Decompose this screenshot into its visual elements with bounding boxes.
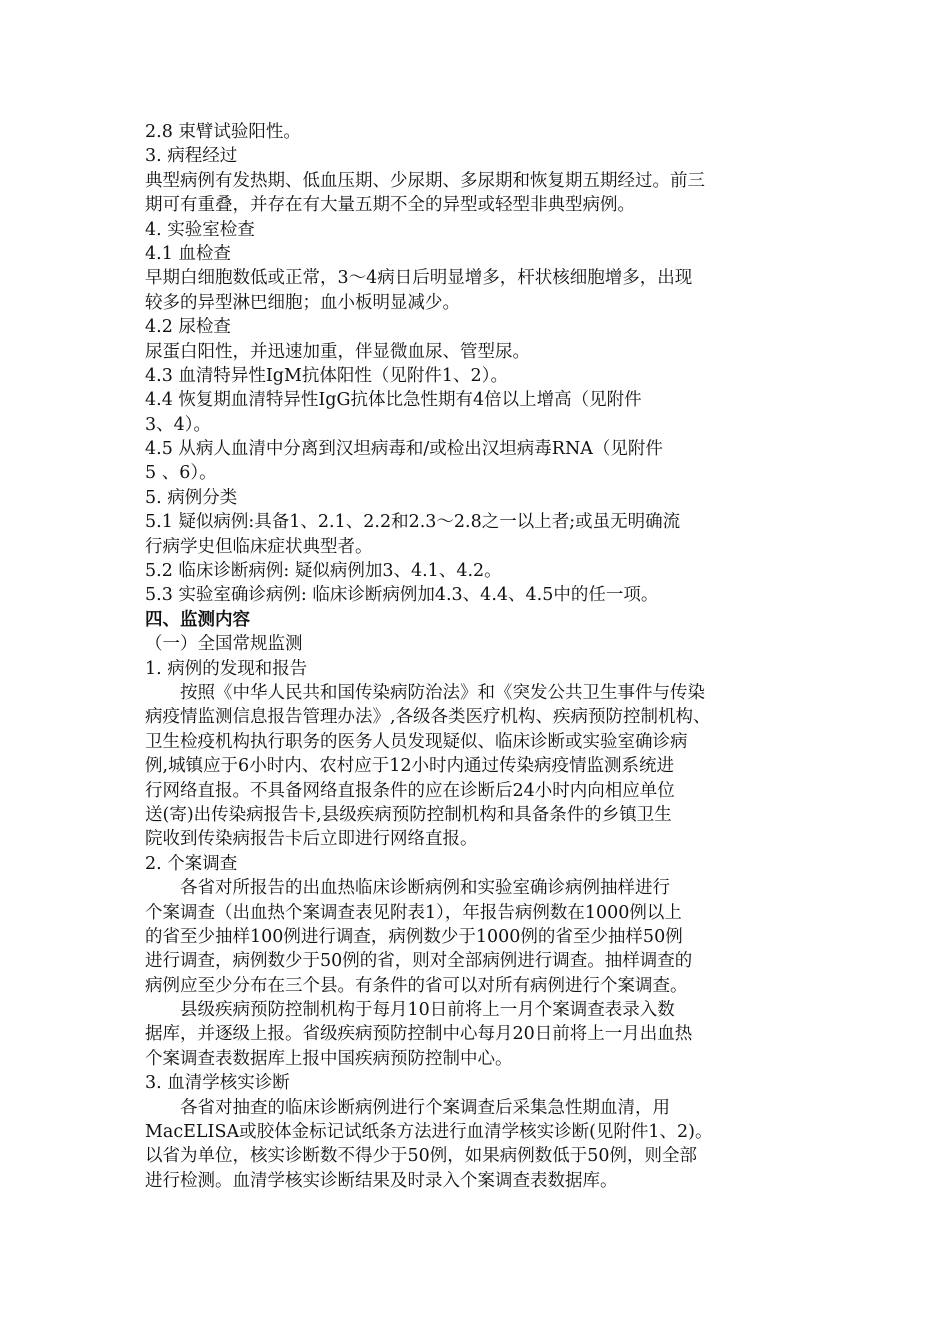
text-line: 3、4）。 [145, 414, 212, 435]
section-heading: 2. 个案调查 [145, 853, 238, 874]
document-body [145, 120, 815, 1193]
text-line: 县级疾病预防控制机构于每月10日前将上一月个案调查表录入数 [180, 1000, 675, 1021]
text-line: 2.8 束臂试验阳性。 [145, 122, 301, 142]
text-line: 个案调查（出血热个案调查表见附表1），年报告病例数在1000例以上 [145, 902, 682, 923]
text-line: 据库，并逐级上报。省级疾病预防控制中心每月20日前将上一月出血热 [145, 1024, 693, 1045]
subsection-heading: 4.2 尿检查 [145, 317, 231, 338]
section-heading: 3. 血清学核实诊断 [145, 1073, 290, 1094]
text-line: 进行调查，病例数少于50例的省，则对全部病例进行调查。抽样调查的 [145, 951, 693, 972]
text-line: 例,城镇应于6小时内、农村应于12小时内通过传染病疫情监测系统进 [145, 756, 674, 777]
section-heading: 3. 病程经过 [145, 146, 238, 167]
subsection-heading: 4.1 血检查 [145, 243, 231, 264]
text-line: 典型病例有发热期、低血压期、少尿期、多尿期和恢复期五期经过。前三 [145, 170, 705, 191]
text-line: 个案调查表数据库上报中国疾病预防控制中心。 [145, 1048, 513, 1069]
text-line: 的省至少抽样100例进行调查，病例数少于1000例的省至少抽样50例 [145, 926, 683, 947]
text-line: 4.3 血清特异性IgM抗体阳性（见附件1、2）。 [145, 365, 508, 386]
text-line: 按照《中华人民共和国传染病防治法》和《突发公共卫生事件与传染 [180, 682, 705, 703]
text-line: 卫生检疫机构执行职务的医务人员发现疑似、临床诊断或实验室确诊病 [145, 731, 688, 752]
section-heading: 5. 病例分类 [145, 487, 238, 508]
text-line: 尿蛋白阳性，并迅速加重，伴显微血尿、管型尿。 [145, 341, 530, 362]
subchapter-heading: （一）全国常规监测 [145, 634, 303, 655]
text-line: 较多的异型淋巴细胞；血小板明显减少。 [145, 292, 460, 313]
text-line: 送(寄)出传染病报告卡,县级疾病预防控制机构和具备条件的乡镇卫生 [145, 804, 672, 825]
text-line: 行病学史但临床症状典型者。 [145, 536, 373, 557]
text-line: 行网络直报。不具备网络直报条件的应在诊断后24小时内向相应单位 [145, 780, 675, 801]
text-line: 各省对所报告的出血热临床诊断病例和实验室确诊病例抽样进行 [180, 878, 670, 899]
text-line: 4.5 从病人血清中分离到汉坦病毒和/或检出汉坦病毒RNA（见附件 [145, 439, 663, 460]
section-heading: 1. 病例的发现和报告 [145, 658, 308, 679]
text-line: MacELISA或胶体金标记试纸条方法进行血清学核实诊断(见附件1、2)。 [145, 1122, 713, 1143]
text-line: 进行检测。血清学核实诊断结果及时录入个案调查表数据库。 [145, 1170, 618, 1191]
text-line: 5.2 临床诊断病例: 疑似病例加3、4.1、4.2。 [145, 561, 502, 582]
text-line: 院收到传染病报告卡后立即进行网络直报。 [145, 829, 478, 850]
text-line: 期可有重叠，并存在有大量五期不全的异型或轻型非典型病例。 [145, 195, 635, 216]
text-line: 各省对抽查的临床诊断病例进行个案调查后采集急性期血清，用 [180, 1097, 670, 1118]
text-line: 早期白细胞数低或正常，3～4病日后明显增多，杆状核细胞增多，出现 [145, 268, 693, 289]
chapter-heading: 四、监测内容 [145, 609, 250, 630]
section-heading: 4. 实验室检查 [145, 219, 255, 240]
text-line: 5.1 疑似病例:具备1、2.1、2.2和2.3～2.8之一以上者;或虽无明确流 [145, 512, 681, 533]
text-line: 病疫情监测信息报告管理办法》,各级各类医疗机构、疾病预防控制机构、 [145, 707, 711, 728]
text-line: 5 、6）。 [145, 463, 217, 484]
text-line: 5.3 实验室确诊病例: 临床诊断病例加4.3、4.4、4.5中的任一项。 [145, 585, 659, 606]
text-line: 病例应至少分布在三个县。有条件的省可以对所有病例进行个案调查。 [145, 975, 688, 996]
text-line: 4.4 恢复期血清特异性IgG抗体比急性期有4倍以上增高（见附件 [145, 390, 642, 411]
text-line: 以省为单位，核实诊断数不得少于50例，如果病例数低于50例，则全部 [145, 1146, 698, 1167]
